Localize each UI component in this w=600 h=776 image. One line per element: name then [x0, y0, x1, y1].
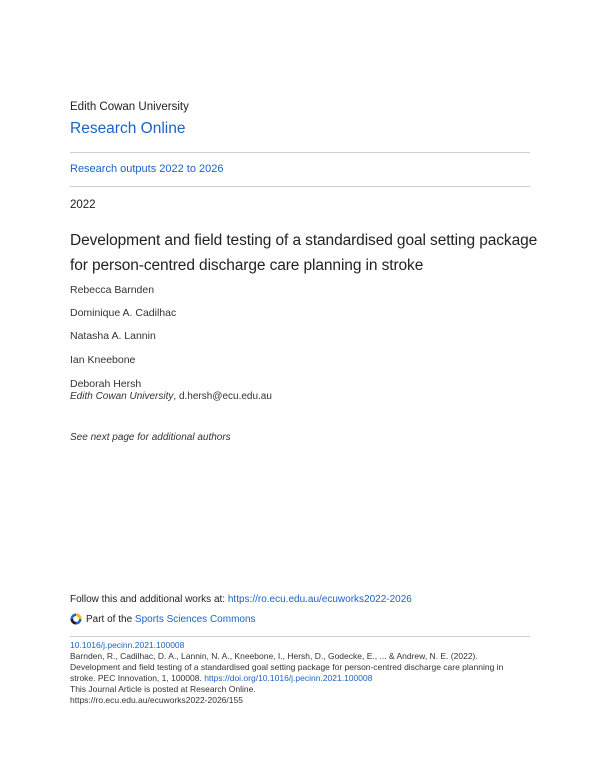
posted-note: This Journal Article is posted at Research Online.	[70, 684, 256, 694]
article-title: Development and field testing of a standardised goal setting package for person-centred discharge care planning in stroke	[70, 232, 538, 274]
citation-line	[70, 673, 540, 684]
publication-year: 2022	[70, 199, 96, 211]
university-name: Edith Cowan University	[70, 101, 189, 113]
author-name: Ian Kneebone	[70, 354, 136, 366]
affiliation-email: d.hersh@ecu.edu.au	[178, 391, 272, 402]
author-name: Natasha A. Lannin	[70, 330, 156, 342]
follow-label: Follow this and additional works at:	[70, 594, 228, 605]
sports-sciences-commons-link[interactable]: Sports Sciences Commons	[134, 613, 256, 625]
doi-link[interactable]: 10.1016/j.pecinn.2021.100008	[70, 640, 185, 650]
additional-authors-note: See next page for additional authors	[70, 432, 231, 443]
divider	[70, 152, 530, 153]
collection-link[interactable]: Research outputs 2022 to 2026	[70, 163, 224, 175]
doi-url-link[interactable]: https://doi.org/10.1016/j.pecinn.2021.100008	[204, 673, 373, 683]
collection-url-link[interactable]: https://ro.ecu.edu.au/ecuworks2022-2026	[227, 594, 412, 605]
part-of-label: Part of the	[86, 613, 135, 625]
repository-link[interactable]: Research Online	[70, 120, 186, 137]
divider	[70, 636, 530, 637]
author-name: Deborah Hersh	[70, 378, 142, 390]
author-name: Rebecca Barnden	[70, 284, 155, 296]
divider	[70, 186, 530, 187]
article-url: https://ro.ecu.edu.au/ecuworks2022-2026/155	[70, 695, 243, 705]
citation-line: Development and field testing of a standardised goal setting package for person-centred discharge care planning in	[70, 662, 504, 672]
part-of-line	[70, 613, 256, 625]
author-affiliation	[70, 391, 272, 402]
affiliation-institution: Edith Cowan University	[70, 391, 174, 402]
follow-line	[70, 594, 412, 605]
citation-block	[70, 640, 540, 706]
author-name: Dominique A. Cadilhac	[70, 307, 177, 319]
affiliation-separator: ,	[173, 391, 179, 402]
citation-line: Barnden, R., Cadilhac, D. A., Lannin, N. A., Kneebone, I., Hersh, D., Godecke, E., ... & Andrew, N. E. (2022).	[70, 651, 478, 661]
bepress-commons-icon	[70, 613, 82, 625]
citation-text: stroke. PEC Innovation, 1, 100008.	[70, 673, 205, 683]
